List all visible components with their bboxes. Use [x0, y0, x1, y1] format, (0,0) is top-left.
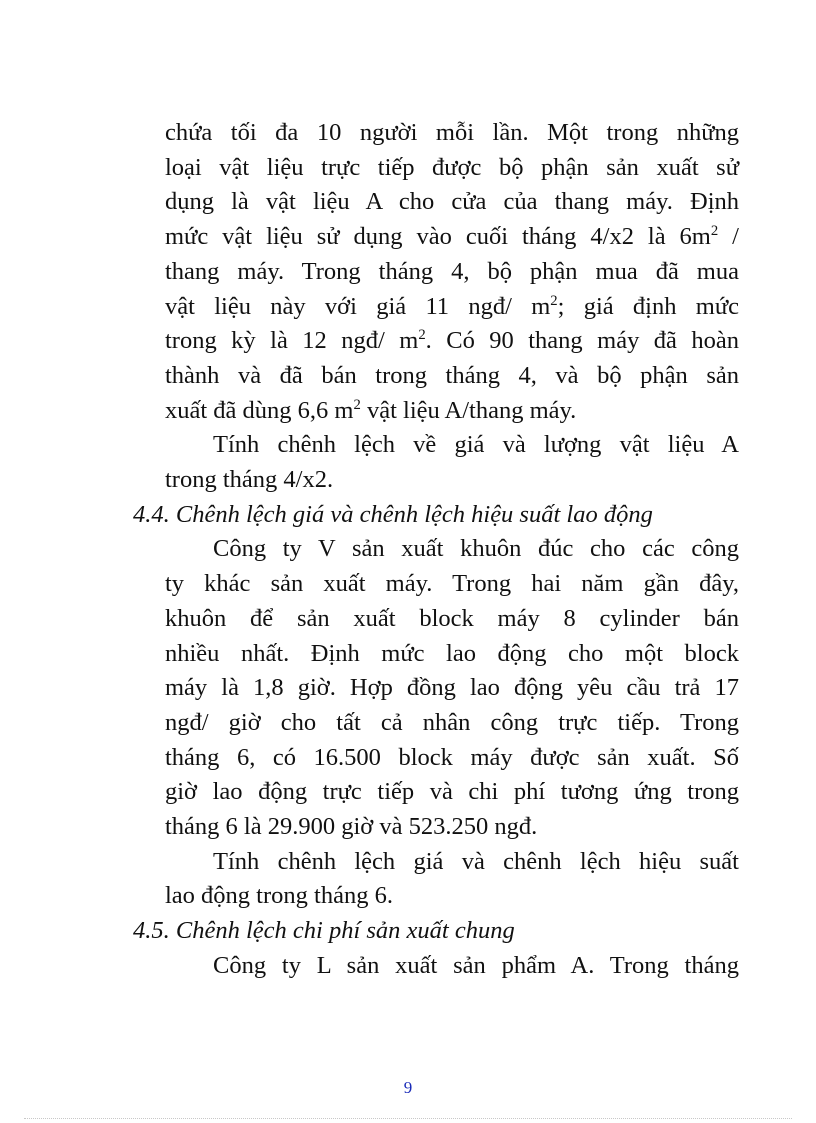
text-line: giờ lao động trực tiếp và chi phí tương ứng trong: [165, 778, 739, 806]
text-line: khuôn để sản xuất block máy 8 cylinder bán: [165, 604, 739, 632]
text-line: trong kỳ là 12 ngđ/ $m^2$. Có 90 thang máy đã hoàn: [165, 327, 739, 355]
text-line: Công ty V sản xuất khuôn đúc cho các công: [213, 535, 739, 563]
paragraph-materials-problem: [165, 116, 739, 428]
section-heading-4-5: 4.5. Chênh lệch chi phí sản xuất chung: [133, 917, 515, 945]
text-line: mức vật liệu sử dụng vào cuối tháng 4/x2 là $6m^2$ /: [165, 223, 739, 251]
paragraph-task-materials: [165, 428, 739, 497]
text-line: nhiều nhất. Định mức lao động cho một block: [165, 639, 739, 667]
text-line: tháng 6 là 29.900 giờ và 523.250 ngđ.: [165, 813, 538, 841]
text-line: xuất đã dùng 6,6 $m^2$ vật liệu A/thang máy.: [165, 396, 577, 424]
text-line: ty khác sản xuất máy. Trong hai năm gần đây,: [165, 570, 739, 598]
text-line: trong tháng 4/x2.: [165, 466, 334, 494]
document-body: [133, 116, 739, 984]
paragraph-overhead-problem: [165, 949, 739, 984]
text-line: dụng là vật liệu A cho cửa của thang máy. Định: [165, 188, 739, 216]
text-line: loại vật liệu trực tiếp được bộ phận sản xuất sử: [165, 153, 739, 181]
text-line: máy là 1,8 giờ. Hợp đồng lao động yêu cầu trả 17: [165, 674, 739, 702]
text-line: ngđ/ giờ cho tất cả nhân công trực tiếp. Trong: [165, 708, 739, 736]
text-line: Tính chênh lệch về giá và lượng vật liệu A: [213, 431, 739, 459]
text-line: Tính chênh lệch giá và chênh lệch hiệu suất: [213, 847, 739, 875]
paragraph-labor-problem: [165, 532, 739, 844]
section-heading-4-4: 4.4. Chênh lệch giá và chênh lệch hiệu suất lao động: [133, 500, 653, 528]
footer-divider: [24, 1118, 792, 1119]
paragraph-task-labor: [165, 845, 739, 914]
text-line: chứa tối đa 10 người mỗi lần. Một trong những: [165, 119, 739, 146]
text-line: lao động trong tháng 6.: [165, 882, 393, 910]
page-number: 9: [403, 1078, 413, 1097]
text-line: thành và đã bán trong tháng 4, và bộ phận sản: [165, 361, 739, 389]
text-line: vật liệu này với giá 11 ngđ/ $m^2$; giá định mức: [165, 292, 739, 320]
text-line: Công ty L sản xuất sản phẩm A. Trong tháng: [213, 951, 739, 979]
text-line: tháng 6, có 16.500 block máy được sản xuất. Số: [165, 743, 739, 771]
text-line: thang máy. Trong tháng 4, bộ phận mua đã mua: [165, 257, 739, 285]
